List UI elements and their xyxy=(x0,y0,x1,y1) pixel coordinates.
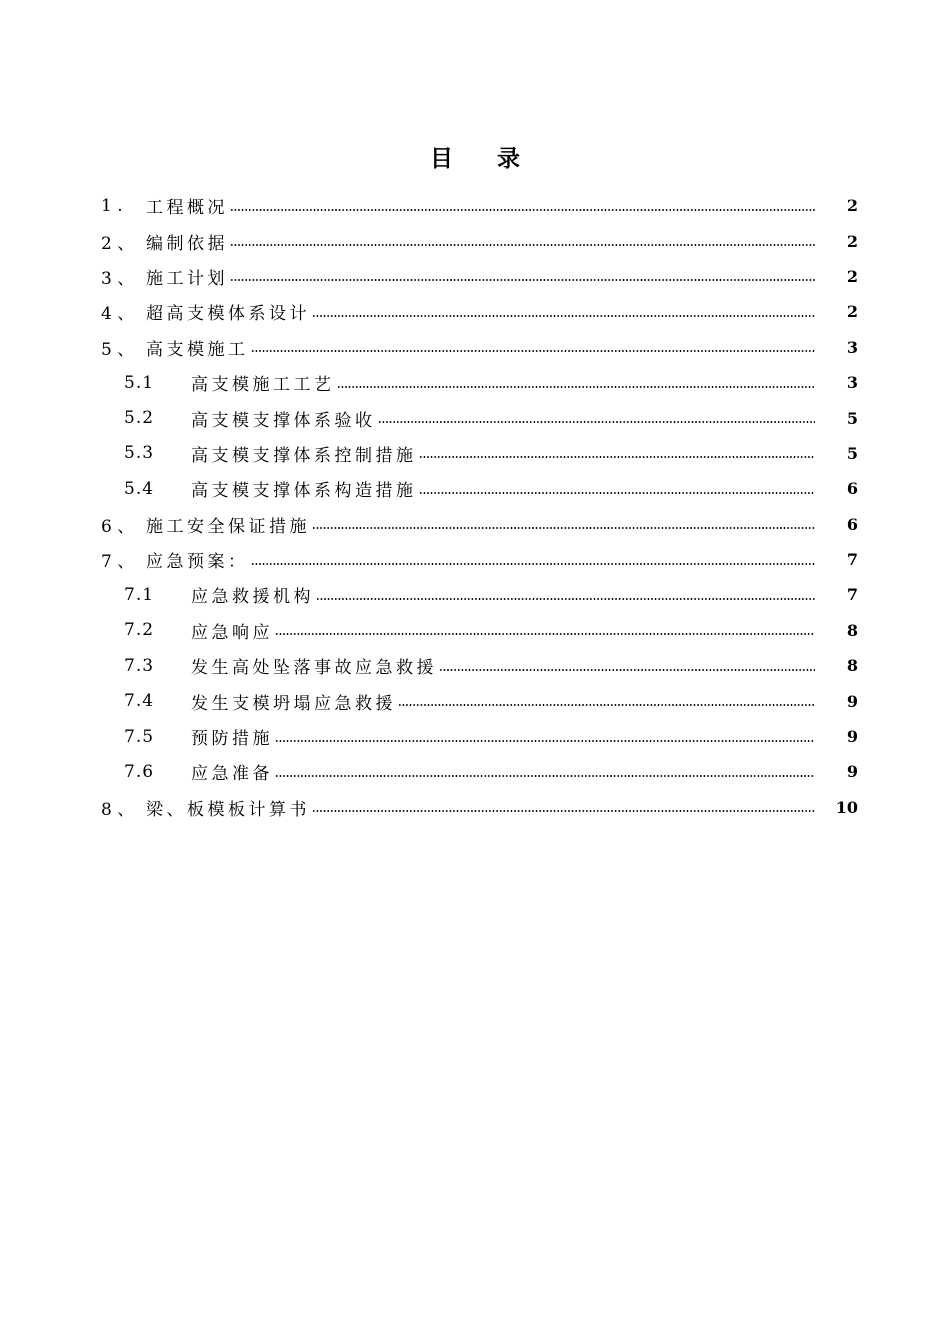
toc-entry[interactable] xyxy=(0,542,950,577)
toc-entry[interactable] xyxy=(0,400,950,435)
toc-entry-page-number: 2 xyxy=(846,266,858,286)
toc-entry-heading xyxy=(101,188,228,223)
toc-entry-title: 高支模施工工艺 xyxy=(191,375,335,396)
toc-entry-number: 6 、 xyxy=(101,516,135,537)
toc-dot-leader xyxy=(316,577,815,612)
toc-entry-page-number: 8 xyxy=(846,656,858,676)
toc-entry[interactable] xyxy=(0,683,950,718)
toc-entry[interactable] xyxy=(0,754,950,789)
toc-dot-leader xyxy=(398,683,815,718)
toc-entry-number: 7.6 xyxy=(124,761,155,782)
toc-entry-heading xyxy=(124,471,417,506)
toc-entry-title: 高支模支撑体系控制措施 xyxy=(191,445,417,466)
toc-entry-number: 7.1 xyxy=(124,584,155,605)
toc-entry-heading xyxy=(101,330,249,365)
toc-entry[interactable] xyxy=(0,471,950,506)
toc-entry-heading xyxy=(101,542,249,577)
toc-entry-heading xyxy=(124,754,273,789)
toc-entry[interactable] xyxy=(0,294,950,329)
toc-entry-title: 应急准备 xyxy=(191,764,273,785)
toc-entry-page-number: 3 xyxy=(846,373,858,393)
toc-dot-leader xyxy=(312,294,815,329)
toc-entry-page-number: 5 xyxy=(846,408,858,428)
toc-entry-number: 2 、 xyxy=(101,233,135,254)
toc-entry-page-number: 10 xyxy=(835,797,858,817)
toc-dot-leader xyxy=(230,259,815,294)
toc-entry-page-number: 2 xyxy=(846,302,858,322)
toc-entry-title: 编制依据 xyxy=(146,233,228,254)
toc-entry-page-number: 9 xyxy=(846,691,858,711)
toc-entry-title: 超高支模体系设计 xyxy=(146,304,310,325)
toc-entry-heading xyxy=(101,507,310,542)
toc-entry-title: 梁、板模板计算书 xyxy=(146,799,310,820)
toc-entry-title: 高支模支撑体系构造措施 xyxy=(191,481,417,502)
toc-entry-title: 施工计划 xyxy=(146,268,228,289)
toc-entry-title: 应急预案： xyxy=(146,552,249,573)
toc-entry-number: 7.2 xyxy=(124,620,155,641)
toc-entry-heading xyxy=(124,719,273,754)
toc-entry[interactable] xyxy=(0,365,950,400)
toc-entry-number: 5.4 xyxy=(124,478,155,499)
toc-entry[interactable] xyxy=(0,577,950,612)
toc-entry-number: 4 、 xyxy=(101,304,135,325)
toc-entry[interactable] xyxy=(0,223,950,258)
toc-entry-heading xyxy=(101,294,310,329)
toc-list xyxy=(0,188,950,825)
toc-entry-number: 5.3 xyxy=(124,443,155,464)
toc-entry-title: 工程概况 xyxy=(146,198,228,219)
toc-entry-heading xyxy=(101,259,228,294)
toc-entry-page-number: 6 xyxy=(846,479,858,499)
toc-dot-leader xyxy=(251,542,816,577)
toc-entry-title: 发生支模坍塌应急救援 xyxy=(191,693,396,714)
toc-entry-title: 施工安全保证措施 xyxy=(146,516,310,537)
toc-entry-number: 5.1 xyxy=(124,372,155,393)
toc-entry[interactable] xyxy=(0,259,950,294)
toc-entry-title: 高支模支撑体系验收 xyxy=(191,410,376,431)
toc-entry-title: 发生高处坠落事故应急救援 xyxy=(191,658,437,679)
toc-entry-page-number: 3 xyxy=(846,337,858,357)
toc-entry-heading xyxy=(101,223,228,258)
toc-entry-number: 8 、 xyxy=(101,799,135,820)
toc-dot-leader xyxy=(275,719,815,754)
toc-entry[interactable] xyxy=(0,188,950,223)
toc-dot-leader xyxy=(419,471,816,506)
toc-entry[interactable] xyxy=(0,648,950,683)
toc-entry-number: 7.5 xyxy=(124,726,155,747)
toc-entry-number: 7 、 xyxy=(101,552,135,573)
toc-entry-title: 预防措施 xyxy=(191,729,273,750)
toc-dot-leader xyxy=(275,613,815,648)
toc-entry[interactable] xyxy=(0,719,950,754)
toc-dot-leader xyxy=(312,507,815,542)
toc-entry[interactable] xyxy=(0,330,950,365)
toc-entry-number: 5.2 xyxy=(124,408,155,429)
toc-entry-number: 7.4 xyxy=(124,691,155,712)
toc-entry-title: 应急响应 xyxy=(191,622,273,643)
toc-entry-number: 5 、 xyxy=(101,339,135,360)
toc-entry-heading xyxy=(124,648,437,683)
toc-title: 目 录 xyxy=(429,146,538,172)
toc-entry-heading xyxy=(101,790,310,825)
toc-dot-leader xyxy=(337,365,816,400)
toc-entry-heading xyxy=(124,613,273,648)
toc-entry-number: 1 . xyxy=(101,195,123,216)
toc-entry-title: 应急救援机构 xyxy=(191,587,314,608)
toc-entry-heading xyxy=(124,577,314,612)
toc-dot-leader xyxy=(251,330,816,365)
toc-entry-heading xyxy=(124,400,376,435)
toc-entry-number: 7.3 xyxy=(124,655,155,676)
toc-entry-number: 3 、 xyxy=(101,268,135,289)
toc-entry-heading xyxy=(124,365,335,400)
toc-entry-title: 高支模施工 xyxy=(146,339,249,360)
toc-entry-page-number: 2 xyxy=(846,231,858,251)
toc-dot-leader xyxy=(230,188,815,223)
toc-dot-leader xyxy=(419,436,816,471)
toc-entry-heading xyxy=(124,436,417,471)
toc-entry-page-number: 9 xyxy=(846,762,858,782)
toc-entry[interactable] xyxy=(0,436,950,471)
toc-dot-leader xyxy=(275,754,815,789)
toc-entry-page-number: 7 xyxy=(846,550,858,570)
toc-dot-leader xyxy=(378,400,816,435)
toc-entry[interactable] xyxy=(0,507,950,542)
toc-entry-page-number: 9 xyxy=(846,727,858,747)
toc-dot-leader xyxy=(439,648,815,683)
toc-entry[interactable] xyxy=(0,613,950,648)
toc-entry-page-number: 5 xyxy=(846,443,858,463)
toc-dot-leader xyxy=(312,790,815,825)
toc-entry-page-number: 7 xyxy=(846,585,858,605)
toc-entry-heading xyxy=(124,683,396,718)
toc-dot-leader xyxy=(230,223,815,258)
toc-entry-page-number: 6 xyxy=(846,514,858,534)
toc-entry-page-number: 2 xyxy=(846,196,858,216)
toc-entry[interactable] xyxy=(0,790,950,825)
toc-entry-page-number: 8 xyxy=(846,620,858,640)
